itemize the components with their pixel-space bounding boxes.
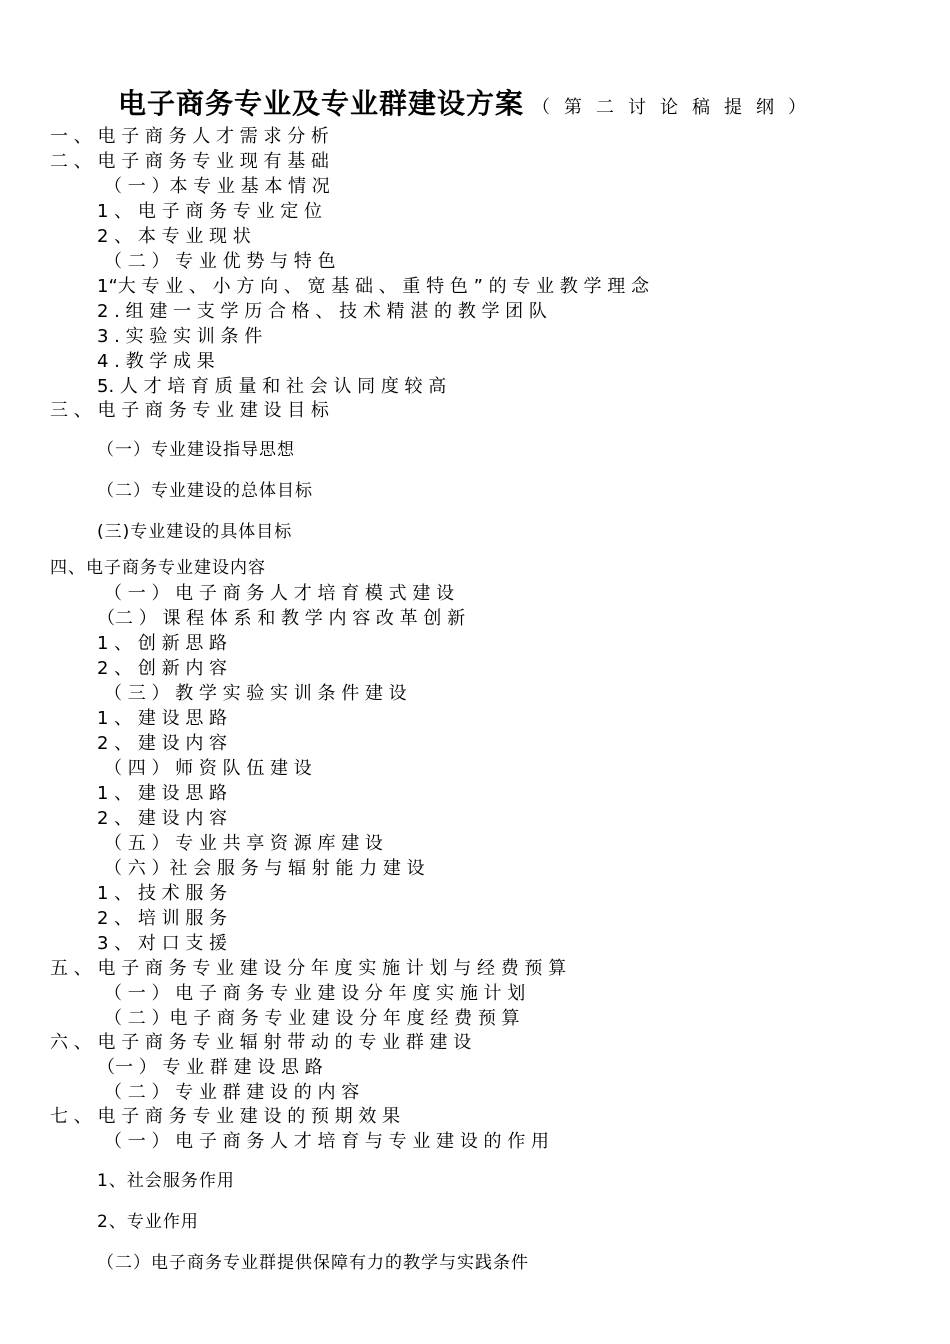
outline-item: 1 、 电 子 商 务 专 业 定 位 — [97, 201, 322, 222]
outline-item: 一 、 电 子 商 务 人 才 需 求 分 析 — [50, 126, 329, 147]
outline-item: 1“大 专 业 、 小 方 向 、 宽 基 础 、 重 特 色 ” 的 专 业 教 学 理 念 — [97, 276, 649, 297]
outline-item: （ 一 ） 电 子 商 务 专 业 建 设 分 年 度 实 施 计 划 — [104, 983, 526, 1004]
outline-item: （ 一 ） 电 子 商 务 人 才 培 育 与 专 业 建 设 的 作 用 — [104, 1131, 549, 1152]
outline-item: （ 六 ）社 会 服 务 与 辐 射 能 力 建 设 — [104, 858, 425, 879]
outline-item: 2 、 建 设 内 容 — [97, 808, 228, 829]
outline-item: （ 二 ） 专 业 群 建 设 的 内 容 — [104, 1082, 360, 1103]
outline-item: 3 、 对 口 支 援 — [97, 933, 228, 954]
outline-item: 3 . 实 验 实 训 条 件 — [97, 326, 263, 347]
outline-item: 二 、 电 子 商 务 专 业 现 有 基 础 — [50, 151, 329, 172]
outline-item: 5. 人 才 培 育 质 量 和 社 会 认 同 度 较 高 — [97, 376, 447, 397]
outline-item: （二 ） 课 程 体 系 和 教 学 内 容 改 革 创 新 — [97, 608, 466, 629]
outline-item: （ 五 ） 专 业 共 享 资 源 库 建 设 — [104, 833, 383, 854]
outline-item: （二）专业建设的总体目标 — [97, 481, 313, 501]
outline-item: 1 、 技 术 服 务 — [97, 883, 228, 904]
outline-item: 三 、 电 子 商 务 专 业 建 设 目 标 — [50, 400, 329, 421]
outline-item: （ 四 ） 师 资 队 伍 建 设 — [104, 758, 312, 779]
title-subtitle: （第二讨论稿提纲） — [532, 97, 821, 118]
outline-item: 2 . 组 建 一 支 学 历 合 格 、 技 术 精 湛 的 教 学 团 队 — [97, 301, 547, 322]
outline-item: (三)专业建设的具体目标 — [97, 522, 293, 542]
outline-item: （一 ） 专 业 群 建 设 思 路 — [97, 1057, 323, 1078]
outline-item: 2 、 培 训 服 务 — [97, 908, 228, 929]
outline-item: 五 、 电 子 商 务 专 业 建 设 分 年 度 实 施 计 划 与 经 费 预 算 — [50, 958, 567, 979]
outline-item: （一）专业建设指导思想 — [97, 440, 295, 460]
outline-item: （ 一 ）本 专 业 基 本 情 况 — [104, 176, 330, 197]
outline-item: 2 、 建 设 内 容 — [97, 733, 228, 754]
outline-item: 四、电子商务专业建设内容 — [50, 558, 266, 578]
outline-item: （ 三 ） 教 学 实 验 实 训 条 件 建 设 — [104, 683, 407, 704]
outline-item: 2 、 本 专 业 现 状 — [97, 226, 251, 247]
title-main: 电子商务专业及专业群建设方案 — [118, 87, 525, 120]
outline-item: （二）电子商务专业群提供保障有力的教学与实践条件 — [97, 1253, 529, 1273]
outline-item: （ 一 ） 电 子 商 务 人 才 培 育 模 式 建 设 — [104, 583, 455, 604]
outline-item: 七 、 电 子 商 务 专 业 建 设 的 预 期 效 果 — [50, 1106, 401, 1127]
outline-item: 1 、 建 设 思 路 — [97, 708, 228, 729]
outline-item: 1、社会服务作用 — [97, 1171, 235, 1191]
outline-item: （ 二 ）电 子 商 务 专 业 建 设 分 年 度 经 费 预 算 — [104, 1008, 520, 1029]
outline-item: 1 、 创 新 思 路 — [97, 633, 228, 654]
outline-item: （ 二 ） 专 业 优 势 与 特 色 — [104, 251, 336, 272]
outline-item: 4 . 教 学 成 果 — [97, 351, 215, 372]
document-title — [118, 82, 820, 122]
outline-item: 2、专业作用 — [97, 1212, 199, 1232]
outline-item: 2 、 创 新 内 容 — [97, 658, 228, 679]
outline-item: 1 、 建 设 思 路 — [97, 783, 228, 804]
outline-item: 六 、 电 子 商 务 专 业 辐 射 带 动 的 专 业 群 建 设 — [50, 1032, 472, 1053]
